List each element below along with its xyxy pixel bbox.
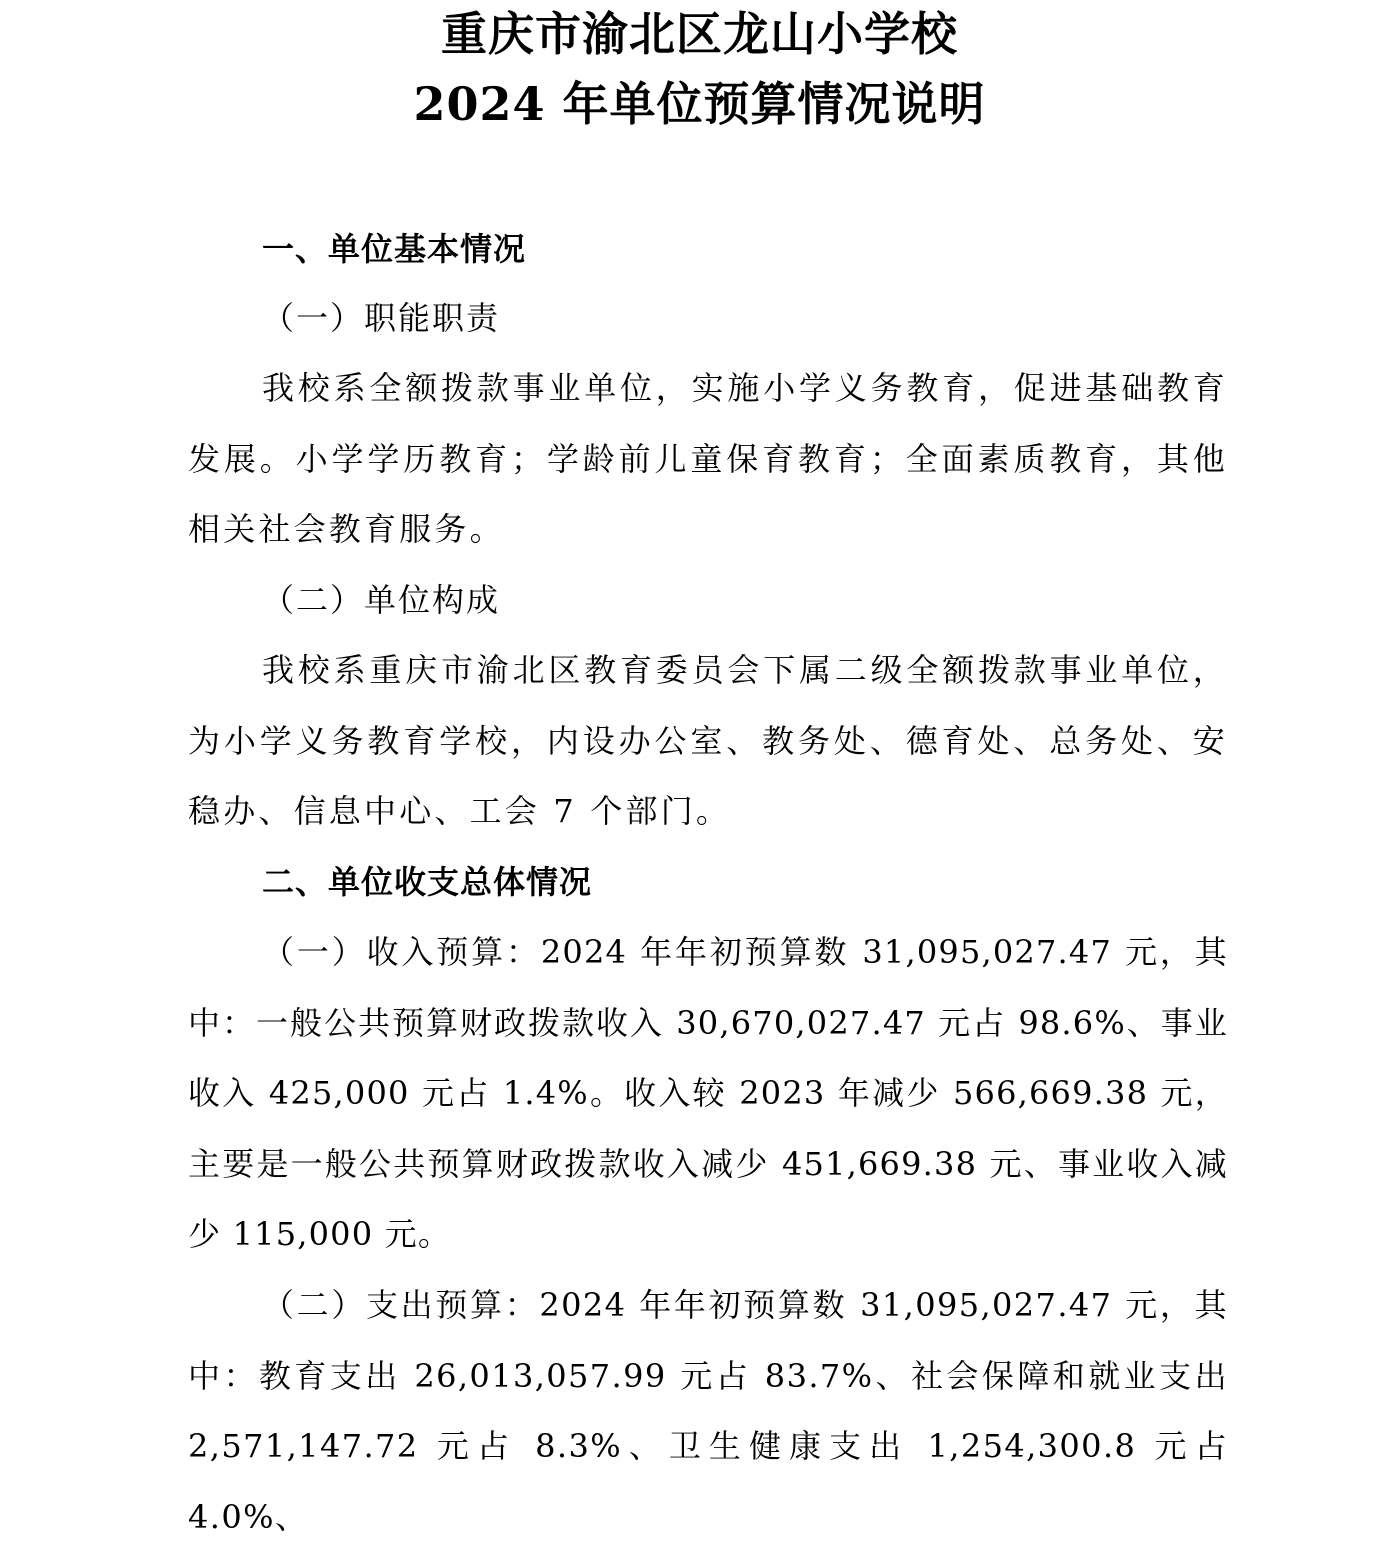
section1-sub1-heading: （一）职能职责 — [262, 299, 501, 337]
document-title-line2: 2024 年单位预算情况说明 — [413, 77, 986, 131]
document-title-line1: 重庆市渝北区龙山小学校 — [441, 7, 958, 61]
section1-sub2-paragraph: 我校系重庆市渝北区教育委员会下属二级全额拨款事业单位，为小学义务教育学校，内设办公室、教务处、德育处、总务处、安稳办、信息中心、工会 7 个部门。 — [188, 651, 1228, 830]
section1-sub1-paragraph: 我校系全额拨款事业单位，实施小学义务教育，促进基础教育发展。小学学历教育；学龄前儿童保育教育；全面素质教育，其他相关社会教育服务。 — [188, 369, 1228, 548]
section2-heading: 二、单位收支总体情况 — [262, 863, 593, 901]
section2-income-paragraph: （一）收入预算：2024 年年初预算数 31,095,027.47 元，其中：一般公共预算财政拨款收入 30,670,027.47 元占 98.6%、事业收入 425,000 元占 1.4%。收入较 2023 年减少 566,669.38 元，主要是一般公共预算财政拨款收入减少 451,669.38 元、事业收入减少 115,000 元。 — [188, 933, 1228, 1253]
section2-expense-paragraph: （二）支出预算：2024 年年初预算数 31,095,027.47 元，其中：教育支出 26,013,057.99 元占 83.7%、社会保障和就业支出 2,571,147.72 元占 8.3%、卫生健康支出 1,254,300.8 元占 4.0%、 — [188, 1286, 1228, 1536]
section1-sub2-heading: （二）单位构成 — [262, 581, 501, 619]
section1-heading: 一、单位基本情况 — [262, 230, 527, 268]
